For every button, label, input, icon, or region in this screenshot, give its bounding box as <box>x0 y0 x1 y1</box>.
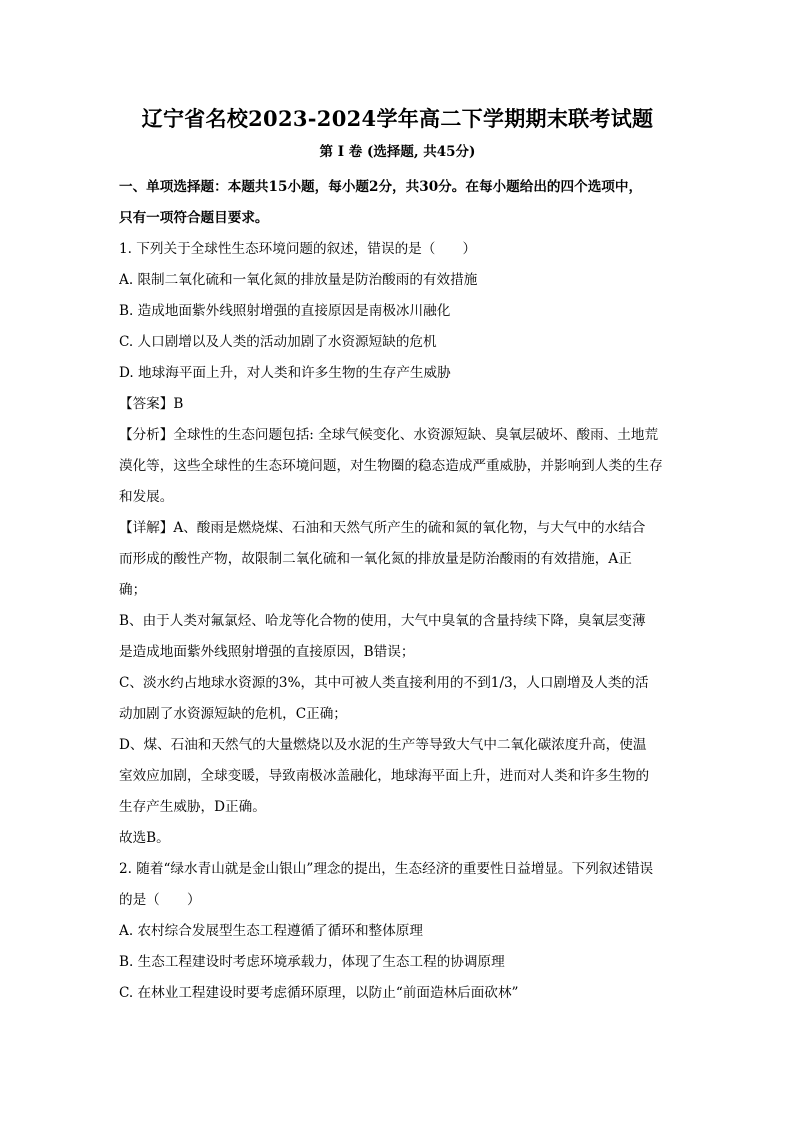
document-subtitle: 第 Ⅰ 卷 (选择题, 共45分) <box>319 144 476 160</box>
q1-analysis-line: 漠化等，这些全球性的生态环境问题，对生物圈的稳态造成严重威胁，并影响到人类的生存 <box>119 458 663 474</box>
q1-option-c: C. 人口剧增以及人类的活动加剧了水资源短缺的危机 <box>119 334 437 350</box>
q1-detail-line: 生存产生威胁，D正确。 <box>119 799 266 815</box>
q2-option-c: C. 在林业工程建设时要考虑循环原理，以防止“前面造林后面砍林” <box>119 985 519 1001</box>
q1-detail-line: 而形成的酸性产物，故限制二氧化硫和一氧化氮的排放量是防治酸雨的有效措施，A正 <box>119 551 632 567</box>
q2-stem-line-2: 的是（ ） <box>119 892 201 908</box>
section-heading-line-1: 一、单项选择题：本题共15小题，每小题2分，共30分。在每小题给出的四个选项中， <box>119 179 643 195</box>
q1-detail-line: C、淡水约占地球水资源的3%，其中可被人类直接利用的不到1/3，人口剧增及人类的活 <box>119 675 649 691</box>
q1-detail-line: 室效应加剧，全球变暖，导致南极冰盖融化，地球海平面上升，进而对人类和许多生物的 <box>119 768 650 784</box>
q1-detail-line: D、煤、石油和天然气的大量燃烧以及水泥的生产等导致大气中二氧化碳浓度升高，使温 <box>119 737 647 753</box>
q2-option-a: A. 农村综合发展型生态工程遵循了循环和整体原理 <box>119 923 423 939</box>
q2-option-b: B. 生态工程建设时考虑环境承载力，体现了生态工程的协调原理 <box>119 954 505 970</box>
q1-answer: 【答案】B <box>119 396 184 412</box>
section-heading-line-2: 只有一项符合题目要求。 <box>119 210 269 226</box>
q1-detail-line: 确； <box>119 582 147 598</box>
q1-analysis-line: 【分析】全球性的生态问题包括: 全球气候变化、水资源短缺、臭氧层破坏、酸雨、土地荒 <box>119 427 659 443</box>
q1-analysis-line: 和发展。 <box>119 489 174 505</box>
q1-conclusion: 故选B。 <box>119 830 170 846</box>
q1-detail-line: 【详解】A、酸雨是燃烧煤、石油和天然气所产生的硫和氮的氧化物，与大气中的水结合 <box>119 520 646 536</box>
q1-option-b: B. 造成地面紫外线照射增强的直接原因是南极冰川融化 <box>119 303 451 319</box>
document-title: 辽宁省名校2023-2024学年高二下学期期末联考试题 <box>141 106 654 131</box>
q1-stem: 1. 下列关于全球性生态环境问题的叙述，错误的是（ ） <box>119 241 477 257</box>
q1-option-a: A. 限制二氧化硫和一氧化氮的排放量是防治酸雨的有效措施 <box>119 272 478 288</box>
q1-detail-line: B、由于人类对氟氯烃、哈龙等化合物的使用，大气中臭氧的含量持续下降，臭氧层变薄 <box>119 613 646 629</box>
q1-detail-line: 动加剧了水资源短缺的危机，C正确； <box>119 706 347 722</box>
q2-stem-line-1: 2. 随着“绿水青山就是金山银山”理念的提出，生态经济的重要性日益增显。下列叙述错误 <box>119 861 654 877</box>
q1-detail-line: 是造成地面紫外线照射增强的直接原因，B错误； <box>119 644 415 660</box>
q1-option-d: D. 地球海平面上升，对人类和许多生物的生存产生威胁 <box>119 365 451 381</box>
